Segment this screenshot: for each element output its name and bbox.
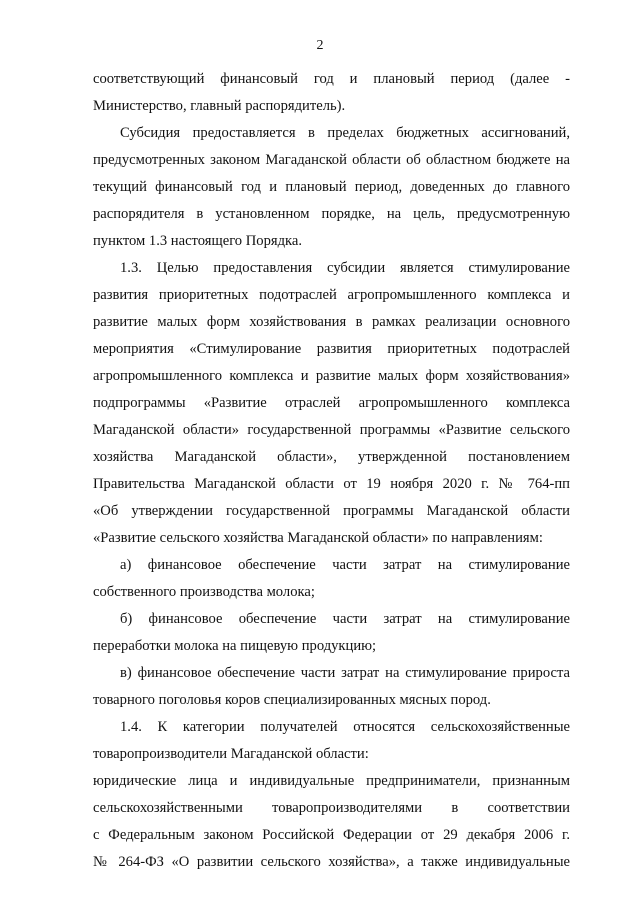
- text-line: товаропроизводители Магаданской области:: [93, 746, 369, 762]
- text-line: «Об утверждении государственной программы Магаданской области: [93, 503, 570, 519]
- text-line: 1.3. Целью предоставления субсидии является стимулирование: [120, 260, 570, 276]
- text-line: № 264-ФЗ «О развитии сельского хозяйства», а также индивидуальные: [93, 854, 570, 870]
- text-line: товарного поголовья коров специализированных мясных пород.: [93, 692, 491, 708]
- text-line: юридические лица и индивидуальные предприниматели, признанным: [93, 773, 570, 789]
- text-line: сельскохозяйственными товаропроизводителями в соответствии: [93, 800, 570, 816]
- page-number: 2: [316, 38, 324, 53]
- text-line: 1.4. К категории получателей относятся сельскохозяйственные: [120, 719, 570, 735]
- text-line: Магаданской области» государственной программы «Развитие сельского: [93, 422, 570, 438]
- text-line: развития приоритетных подотраслей агропромышленного комплекса и: [93, 287, 570, 303]
- text-line: подпрограммы «Развитие отраслей агропромышленного комплекса: [93, 395, 570, 411]
- text-line: развитие малых форм хозяйствования в рамках реализации основного: [93, 314, 570, 330]
- text-line: б) финансовое обеспечение части затрат на стимулирование: [120, 611, 570, 627]
- text-line: «Развитие сельского хозяйства Магаданской области» по направлениям:: [93, 530, 543, 546]
- text-line: мероприятия «Стимулирование развития приоритетных подотраслей: [93, 341, 570, 357]
- text-line: а) финансовое обеспечение части затрат на стимулирование: [120, 557, 570, 573]
- text-line: пунктом 1.3 настоящего Порядка.: [93, 233, 303, 249]
- text-line: соответствующий финансовый год и плановый период (далее -: [93, 71, 570, 87]
- text-line: текущий финансовый год и плановый период, доведенных до главного: [93, 179, 570, 195]
- text-line: предусмотренных законом Магаданской области об областном бюджете на: [93, 152, 570, 168]
- text-line: с Федеральным законом Российской Федерации от 29 декабря 2006 г.: [93, 827, 570, 843]
- text-line: переработки молока на пищевую продукцию;: [93, 638, 377, 654]
- text-line: в) финансовое обеспечение части затрат на стимулирование прироста: [120, 665, 570, 681]
- text-line: Правительства Магаданской области от 19 ноября 2020 г. № 764-пп: [93, 476, 570, 492]
- text-line: хозяйства Магаданской области», утвержденной постановлением: [93, 449, 570, 465]
- text-line: собственного производства молока;: [93, 584, 315, 600]
- text-line: агропромышленного комплекса и развитие малых форм хозяйствования»: [93, 368, 570, 384]
- text-line: Субсидия предоставляется в пределах бюджетных ассигнований,: [120, 125, 570, 141]
- text-line: распорядителя в установленном порядке, на цель, предусмотренную: [93, 206, 570, 222]
- text-line: Министерство, главный распорядитель).: [93, 98, 346, 114]
